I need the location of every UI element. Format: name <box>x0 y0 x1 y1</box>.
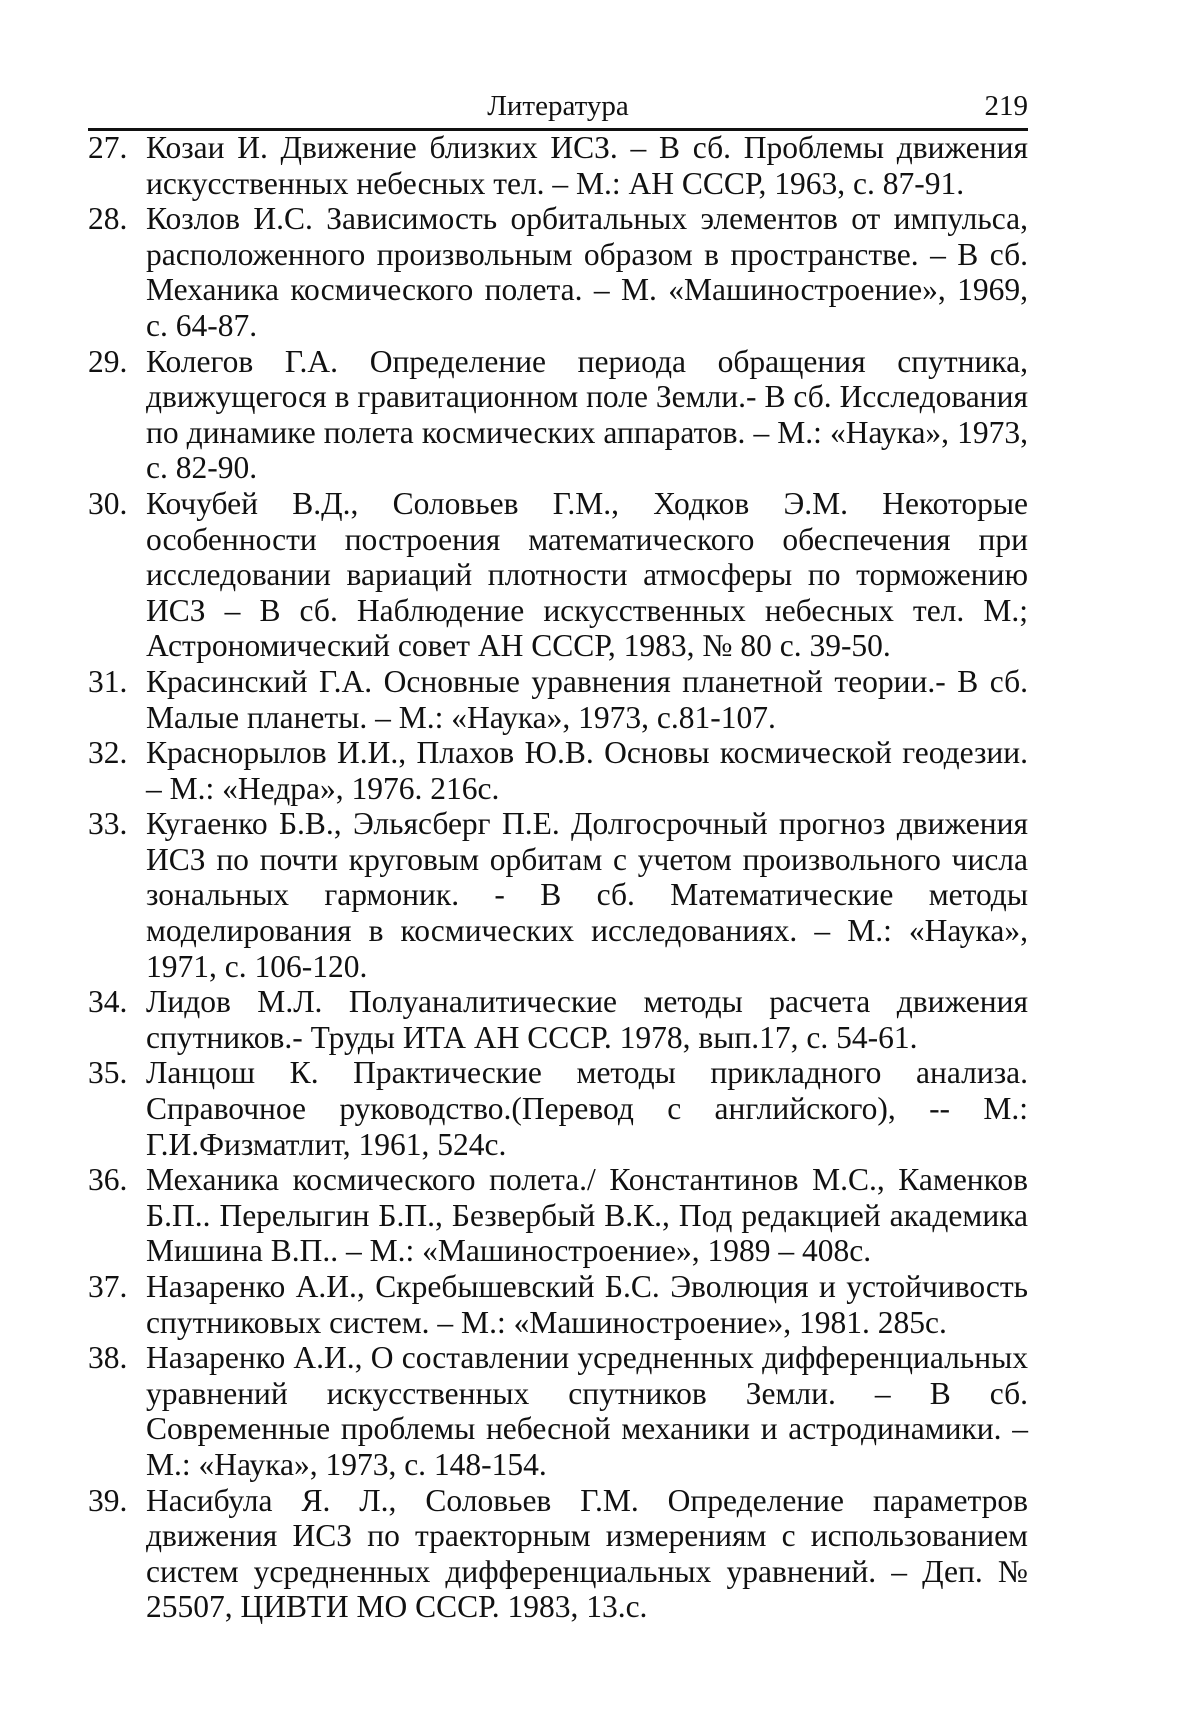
reference-item <box>88 1483 1028 1625</box>
reference-number: 32. <box>88 735 128 771</box>
reference-number: 34. <box>88 984 128 1020</box>
reference-item <box>88 735 1028 806</box>
reference-text: Механика космического полета./ Константинов М.С., Каменков Б.П.. Перелыгин Б.П., Безвербый В.К., Под редакцией академика Мишина В.П.. – М.: «Машиностроение», 1989 – 408с. <box>146 1162 1028 1269</box>
reference-item <box>88 130 1028 201</box>
page-number: 219 <box>984 90 1028 122</box>
reference-item <box>88 1055 1028 1162</box>
reference-number: 33. <box>88 806 128 842</box>
reference-text: Красинский Г.А. Основные уравнения планетной теории.- В сб. Малые планеты. – М.: «Наука», 1973, с.81-107. <box>146 663 1028 735</box>
reference-text: Козаи И. Движение близких ИСЗ. – В сб. Проблемы движения искусственных небесных тел. – М.: АН СССР, 1963, с. 87-91. <box>146 130 1028 201</box>
reference-text: Кугаенко Б.В., Эльясберг П.Е. Долгосрочный прогноз движения ИСЗ по почти круговым орбитам с учетом произвольного числа зональных гармоник. - В сб. Математические методы моделирования в космических исследованиях. – М.: «Наука», 1971, с. 106-120. <box>146 806 1028 984</box>
reference-item <box>88 1162 1028 1269</box>
reference-number: 35. <box>88 1055 128 1091</box>
reference-number: 38. <box>88 1340 128 1376</box>
reference-number: 29. <box>88 343 128 379</box>
reference-text: Насибула Я. Л., Соловьев Г.М. Определение параметров движения ИСЗ по траекторным измерениям с использованием систем усредненных дифференциальных уравнений. – Деп. № 25507, ЦИВТИ МО СССР. 1983, 13.с. <box>146 1482 1028 1625</box>
reference-text: Колегов Г.А. Определение периода обращения спутника, движущегося в гравитационном поле Земли.- В сб. Исследования по динамике полета космических аппаратов. – М.: «Наука», 1973, с. 82-90. <box>146 343 1028 486</box>
reference-number: 27. <box>88 130 128 165</box>
reference-text: Назаренко А.И., О составлении усредненных дифференциальных уравнений искусственных спутников Земли. – В сб. Современные проблемы небесной механики и астродинамики. – М.: «Наука», 1973, с. 148-154. <box>146 1340 1028 1482</box>
reference-item <box>88 806 1028 984</box>
reference-number: 39. <box>88 1482 128 1518</box>
running-header <box>88 88 1028 131</box>
reference-item <box>88 984 1028 1055</box>
running-title: Литература <box>487 90 629 122</box>
reference-text: Краснорылов И.И., Плахов Ю.В. Основы космической геодезии. – М.: «Недра», 1976. 216с. <box>146 735 1028 806</box>
reference-item <box>88 1269 1028 1340</box>
reference-text: Ланцош К. Практические методы прикладного анализа. Справочное руководство.(Перевод с английского), -- М.: Г.И.Физматлит, 1961, 524с. <box>146 1055 1028 1162</box>
reference-number: 30. <box>88 485 128 521</box>
reference-item <box>88 344 1028 486</box>
reference-text: Кочубей В.Д., Соловьев Г.М., Ходков Э.М. Некоторые особенности построения математического обеспечения при исследовании вариаций плотности атмосферы по торможению ИСЗ – В сб. Наблюдение искусственных небесных тел. М.; Астрономический совет АН СССР, 1983, № 80 с. 39-50. <box>146 485 1028 664</box>
reference-item <box>88 201 1028 343</box>
reference-number: 31. <box>88 663 128 699</box>
reference-list <box>88 130 1028 1625</box>
reference-text: Козлов И.С. Зависимость орбитальных элементов от импульса, расположенного произвольным образом в пространстве. – В сб. Механика космического полета. – М. «Машиностроение», 1969, с. 64-87. <box>146 201 1028 343</box>
reference-item <box>88 486 1028 664</box>
reference-number: 37. <box>88 1269 128 1304</box>
reference-text: Назаренко А.И., Скребышевский Б.С. Эволюция и устойчивость спутниковых систем. – М.: «Машиностроение», 1981. 285с. <box>146 1269 1028 1340</box>
reference-number: 28. <box>88 201 128 237</box>
reference-item <box>88 1340 1028 1482</box>
reference-number: 36. <box>88 1162 128 1198</box>
reference-text: Лидов М.Л. Полуаналитические методы расчета движения спутников.- Труды ИТА АН СССР. 1978, вып.17, с. 54-61. <box>146 984 1028 1055</box>
reference-item <box>88 664 1028 735</box>
